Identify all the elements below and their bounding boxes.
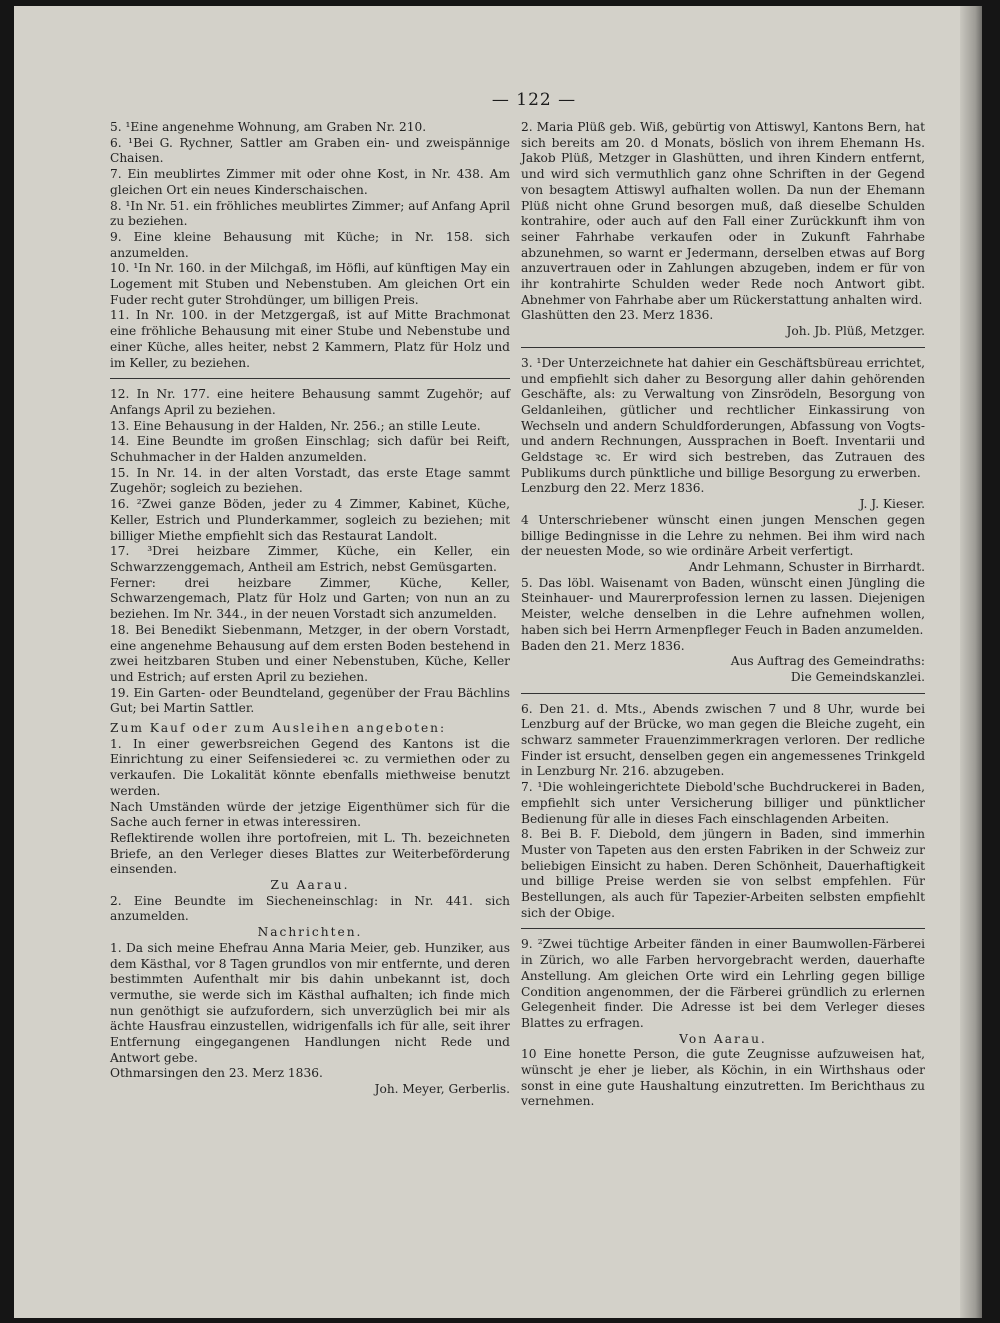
- nachricht-2-place: Glashütten den 23. Merz 1836.: [521, 308, 714, 323]
- nachricht-3: 3. ¹Der Unterzeichnete hat dahier ein Geschäftsbüreau errichtet, und empfiehlt sich daher zu Besorgung aller dahin gehörenden Geschäfte, als: zu Verwaltung von Zinsrödeln, Besorgung von Geldanleihen, gütlicher und rechtlicher Einkassirung von Wechseln und andern Schuldforderungen, Abfassung von Vogts- und andern Rechnungen, Aussprachen in Boeft. Inventarii und Geldstage ꝛc. Er wird sich bestreben, das Zutrauen des Publikums durch pünktliche und billige Besorgung zu erwerben.: [521, 355, 925, 480]
- notice-15: 15. In Nr. 14. in der alten Vorstadt, das erste Etage sammt Zugehör; sogleich zu beziehen.: [110, 465, 510, 496]
- notice-17-ferner: Ferner: drei heizbare Zimmer, Küche, Keller, Schwarzengemach, Platz für Holz und Garten; von nun an zu beziehen. Im Nr. 344., in der neuen Vorstadt sich anzumelden.: [110, 575, 510, 622]
- nachricht-5-place: Baden den 21. Merz 1836.: [521, 638, 685, 653]
- notice-9: 9. Eine kleine Behausung mit Küche; in Nr. 158. sich anzumelden.: [110, 229, 510, 260]
- nachricht-3-place: Lenzburg den 22. Merz 1836.: [521, 481, 705, 496]
- kauf-item-1: 1. In einer gewerbsreichen Gegend des Kantons ist die Einrichtung zu einer Seifensiederei ꝛc. zu vermiethen oder zu verkaufen. Die Lokalität könnte ebenfalls miethweise benutzt werden.: [110, 736, 510, 798]
- nachricht-4: 4 Unterschriebener wünscht einen jungen Menschen gegen billige Bedingnisse in die Lehre zu nehmen. Bei ihm wird nach der neuesten Mode, so wie ordinäre Arbeit verfertigt.: [521, 512, 925, 559]
- left-column: [110, 120, 510, 1098]
- kauf-item-1-contact: Reflektirende wollen ihre portofreien, mit L. Th. bezeichneten Briefe, an den Verleger dieses Blattes zur Weiterbeförderung einsenden.: [110, 830, 510, 877]
- aarau-heading: Zu Aarau.: [270, 878, 350, 893]
- nachricht-1: 1. Da sich meine Ehefrau Anna Maria Meier, geb. Hunziker, aus dem Kästhal, vor 8 Tagen grundlos von mir entfernte, und deren bestimmten Aufenthalt mir bis dahin unbekannt ist, doch vermuthe, sie werde sich im Kästhal aufhalten; ich finde mich nun genöthigt sie aufzufordern, sich unverzüglich bei mir als ächte Hausfrau einzustellen, widrigenfalls ich für alle, seit ihrer Entfernung eingegangenen Handlungen nicht Rede und Antwort gebe.: [110, 940, 510, 1065]
- notice-13: 13. Eine Behausung in der Halden, Nr. 256.; an stille Leute.: [110, 418, 481, 433]
- nachricht-9: 9. ²Zwei tüchtige Arbeiter fänden in einer Baumwollen-Färberei in Zürich, wo alle Farben hervorgebracht werden, dauerhafte Anstellung. Am gleichen Orte wird ein Lehrling gegen billige Condition angenommen, der die Färberei gründlich zu erlernen Gelegenheit finder. Die Adresse ist bei dem Verleger dieses Blattes zu erfragen.: [521, 937, 925, 1030]
- kauf-item-1-note: Nach Umständen würde der jetzige Eigenthümer sich für die Sache auch ferner in etwas interessiren.: [110, 799, 510, 830]
- notice-17: 17. ³Drei heizbare Zimmer, Küche, ein Keller, ein Schwarzzenggemach, Antheil am Estrich, nebst Gemüsgarten.: [110, 544, 510, 574]
- notice-7: 7. Ein meublirtes Zimmer mit oder ohne Kost, in Nr. 438. Am gleichen Ort ein neues Kinderschaischen.: [110, 167, 510, 197]
- notice-11: 11. In Nr. 100. in der Metzgergaß, ist auf Mitte Brachmonat eine fröhliche Behausung mit einer Stube und Nebenstube und einer Küche, alles heiter, nebst 2 Kammern, Platz für Holz und im Keller, zu beziehen.: [110, 308, 510, 370]
- kauf-heading: Zum Kauf oder zum Ausleihen angeboten:: [110, 721, 447, 736]
- section-divider: [110, 378, 510, 379]
- newspaper-page: [14, 6, 982, 1318]
- nachricht-5: 5. Das löbl. Waisenamt von Baden, wünscht einen Jüngling die Steinhauer- und Maurerprofession lernen zu lassen. Diejenigen Meister, welche denselben in die Lehre aufnehmen wollen, haben sich bei Herrn Armenpfleger Feuch in Baden anzumelden.: [521, 575, 925, 637]
- nachrichten-heading: Nachrichten.: [257, 925, 363, 940]
- notice-6: 6. ¹Bei G. Rychner, Sattler am Graben ein- und zweispännige Chaisen.: [110, 135, 510, 166]
- nachricht-1-place: Othmarsingen den 23. Merz 1836.: [110, 1066, 323, 1081]
- nachricht-2-signature: Joh. Jb. Plüß, Metzger.: [786, 324, 925, 339]
- right-column: [521, 120, 925, 1110]
- nachricht-5-signature-line1: Aus Auftrag des Gemeindraths:: [730, 654, 925, 669]
- notice-12: 12. In Nr. 177. eine heitere Behausung sammt Zugehör; auf Anfangs April zu beziehen.: [110, 387, 510, 417]
- nachricht-8: 8. Bei B. F. Diebold, dem jüngern in Baden, sind immerhin Muster von Tapeten aus den ersten Fabriken in der Schweiz zur beliebigen Einsicht zu haben. Deren Schönheit, Dauerhaftigkeit und billige Preise werden sie von selbst empfehlen. Für Bestellungen, als auch für Tapezier-Arbeiten selbsten empfiehlt sich der Obige.: [521, 827, 925, 920]
- von-aarau-heading: Von Aarau.: [679, 1031, 767, 1046]
- notice-8: 8. ¹In Nr. 51. ein fröhliches meublirtes Zimmer; auf Anfang April zu beziehen.: [110, 198, 510, 229]
- notice-19: 19. Ein Garten- oder Beundteland, gegenüber der Frau Bächlins Gut; bei Martin Sattler.: [110, 685, 510, 716]
- page-number: — 122 —: [491, 90, 577, 110]
- nachricht-10: 10 Eine honette Person, die gute Zeugnisse aufzuweisen hat, wünscht je eher je lieber, als Köchin, in ein Wirthshaus oder sonst in eine gute Haushaltung einzutretten. Im Berichthaus zu vernehmen.: [521, 1047, 925, 1109]
- nachricht-7: 7. ¹Die wohleingerichtete Diebold'sche Buchdruckerei in Baden, empfiehlt sich unter Versicherung billiger und pünktlicher Bedienung für alle in dieses Fach einschlagenden Arbeiten.: [521, 780, 925, 826]
- section-divider: [521, 693, 925, 694]
- notice-16: 16. ²Zwei ganze Böden, jeder zu 4 Zimmer, Kabinet, Küche, Keller, Estrich und Plunderkammer, sogleich zu beziehen; mit billiger Miethe empfiehlt sich das Restaurat Landolt.: [110, 497, 510, 543]
- nachricht-1-signature: Joh. Meyer, Gerberlis.: [374, 1082, 510, 1097]
- nachricht-4-signature: Andr Lehmann, Schuster in Birrhardt.: [688, 559, 925, 574]
- notice-5: 5. ¹Eine angenehme Wohnung, am Graben Nr. 210.: [110, 120, 427, 134]
- notice-18: 18. Bei Benedikt Siebenmann, Metzger, in der obern Vorstadt, eine angenehme Behausung auf dem ersten Boden bestehend in zwei heitzbaren Stuben und einer Nebenstuben, Küche, Keller und Estrich; auf ersten April zu beziehen.: [110, 622, 510, 684]
- section-divider: [521, 347, 925, 348]
- aarau-item-2: 2. Eine Beundte im Siecheneinschlag: in Nr. 441. sich anzumelden.: [110, 893, 510, 924]
- nachricht-6: 6. Den 21. d. Mts., Abends zwischen 7 und 8 Uhr, wurde bei Lenzburg auf der Brücke, wo man gegen die Bleiche zugeht, ein schwarz sammeter Frauenzimmerkragen verloren. Der redliche Finder ist ersucht, denselben gegen ein angemessenes Trinkgeld in Lenzburg Nr. 216. abzugeben.: [521, 701, 925, 779]
- notice-10: 10. ¹In Nr. 160. in der Milchgaß, im Höfli, auf künftigen May ein Logement mit Stuben und Nebenstuben. Am gleichen Ort ein Fuder recht guter Strohdünger, um billigen Preis.: [110, 261, 510, 307]
- page-gutter-shadow: [960, 6, 982, 1318]
- nachricht-3-signature: J. J. Kieser.: [859, 497, 925, 512]
- nachricht-2: 2. Maria Plüß geb. Wiß, gebürtig von Attiswyl, Kantons Bern, hat sich bereits am 20. d Monats, böslich von ihrem Ehemann Hs. Jakob Plüß, Metzger in Glashütten, und ihren Kindern entfernt, und wird sich vermuthlich ganz ohne Schriften in der Gegend von besagtem Attiswyl aufhalten wollen. Da nun der Ehemann Plüß nicht ohne Grund besorgen muß, daß dieselbe Schulden kontrahire, oder auch auf den Fall einer Zurückkunft ihm von seiner Fahrhabe verkaufen oder in Zukunft Fahrhabe abzunehmen, so warnt er Jedermann, derselben etwas auf Borg anzuvertrauen oder in Zahlungen abzugeben, indem er für von ihr kontrahirte Schulden weder Rede noch Antwort gibt. Abnehmer von Fahrhabe aber um Rückerstattung anhalten wird.: [521, 120, 925, 307]
- notice-14: 14. Eine Beundte im großen Einschlag; sich dafür bei Reift, Schuhmacher in der Halden anzumelden.: [110, 434, 510, 465]
- section-divider: [521, 928, 925, 929]
- nachricht-5-signature-line2: Die Gemeindskanzlei.: [790, 669, 925, 684]
